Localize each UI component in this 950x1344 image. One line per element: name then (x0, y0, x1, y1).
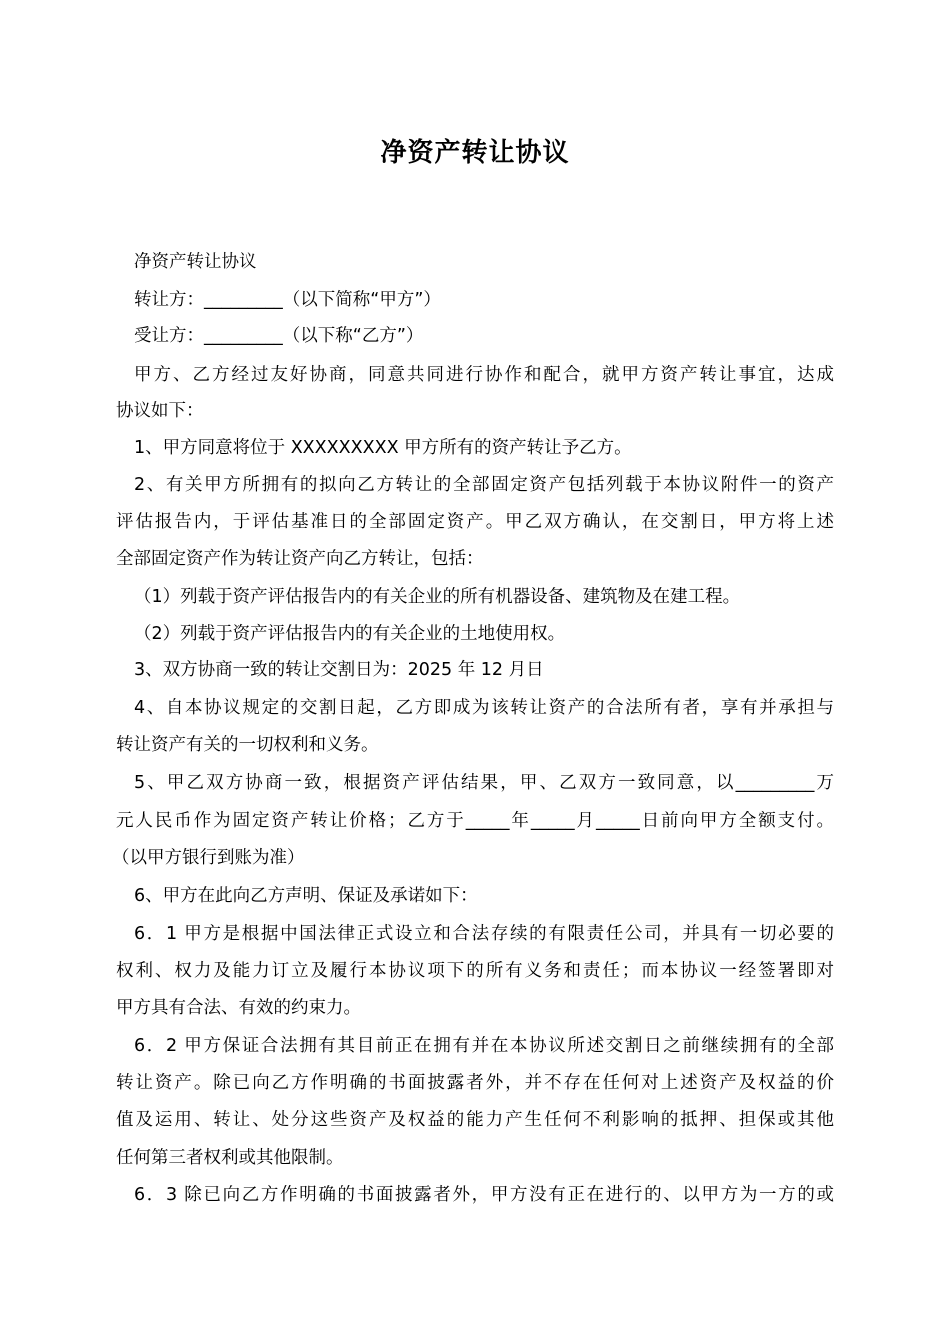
clause-6-1-line-3: 甲方具有合法、有效的约束力。 (116, 998, 361, 1018)
clause-2-line-3: 全部固定资产作为转让资产向乙方转让，包括： (116, 549, 484, 569)
clause-6-2-line-2: 转让资产。除已向乙方作明确的书面披露者外，并不存在任何对上述资产及权益的价 (116, 1073, 834, 1093)
clause-6-1-line-1: 6．1 甲方是根据中国法律正式设立和合法存续的有限责任公司，并具有一切必要的 (134, 924, 834, 944)
clause-6-1-line-2: 权利、权力及能力订立及履行本协议项下的所有义务和责任；而本协议一经签署即对 (116, 961, 834, 981)
clause-6-2-line-3: 值及运用、转让、处分这些资产及权益的能力产生任何不利影响的抵押、担保或其他 (116, 1110, 834, 1130)
clause-2-item-1: （1）列载于资产评估报告内的有关企业的所有机器设备、建筑物及在建工程。 (134, 587, 741, 607)
preamble-line-2: 协议如下： (116, 401, 204, 421)
document-title: 净资产转让协议 (380, 138, 570, 168)
clause-2-line-1: 2、有关甲方所拥有的拟向乙方转让的全部固定资产包括列载于本协议附件一的资产 (134, 475, 834, 495)
transferor-line: 转让方：_________（以下简称“甲方”） (134, 290, 441, 310)
clause-3: 3、双方协商一致的转让交割日为：2025 年 12 月日 (134, 660, 544, 680)
clause-6-3-line-1: 6．3 除已向乙方作明确的书面披露者外，甲方没有正在进行的、以甲方为一方的或 (134, 1185, 834, 1205)
clause-4-line-2: 转让资产有关的一切权利和义务。 (116, 735, 379, 755)
clause-5-line-3: （以甲方银行到账为准） (112, 848, 305, 868)
clause-4-line-1: 4、自本协议规定的交割日起，乙方即成为该转让资产的合法所有者，享有并承担与 (134, 698, 834, 718)
intro-heading: 净资产转让协议 (134, 252, 257, 272)
clause-2-line-2: 评估报告内，于评估基准日的全部固定资产。甲乙双方确认，在交割日，甲方将上述 (116, 512, 834, 532)
clause-1: 1、甲方同意将位于 XXXXXXXXX 甲方所有的资产转让予乙方。 (134, 438, 632, 458)
clause-6-2-line-1: 6．2 甲方保证合法拥有其目前正在拥有并在本协议所述交割日之前继续拥有的全部 (134, 1036, 834, 1056)
clause-6-2-line-4: 任何第三者权利或其他限制。 (116, 1148, 344, 1168)
clause-6: 6、甲方在此向乙方声明、保证及承诺如下： (134, 886, 478, 906)
transferee-line: 受让方：_________（以下称“乙方”） (134, 326, 424, 346)
clause-5-line-2: 元人民币作为固定资产转让价格；乙方于_____年_____月_____日前向甲方全额支付。 (116, 811, 834, 831)
preamble-line-1: 甲方、乙方经过友好协商，同意共同进行协作和配合，就甲方资产转让事宜，达成 (134, 365, 834, 385)
clause-2-item-2: （2）列载于资产评估报告内的有关企业的土地使用权。 (134, 624, 566, 644)
clause-5-line-1: 5、甲乙双方协商一致，根据资产评估结果，甲、乙双方一致同意，以_________万 (134, 773, 834, 793)
